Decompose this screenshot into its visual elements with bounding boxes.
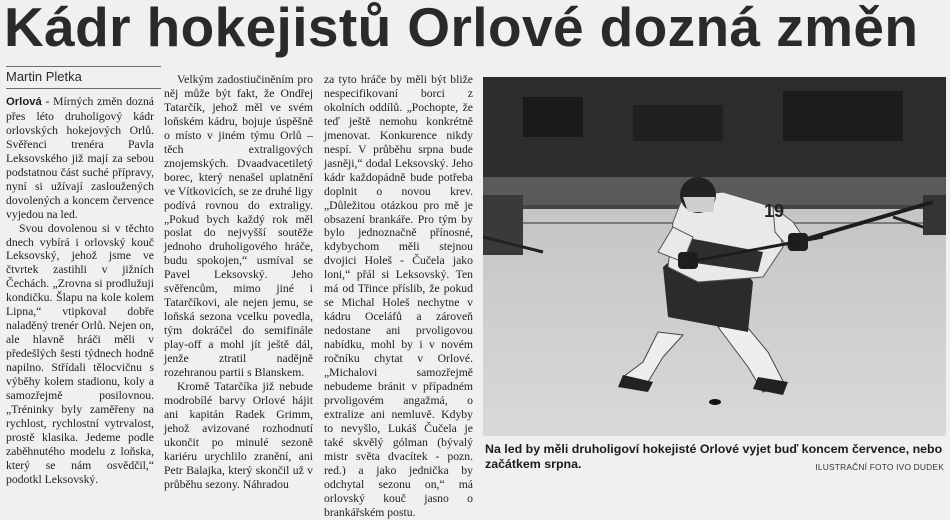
jersey-number: 19 [764,201,785,221]
article-column-2 [164,73,313,492]
photo-credit: ILUSTRAČNÍ FOTO IVO DUDEK [815,462,944,472]
paragraph: Svou dovolenou si v těchto dnech vybírá i orlovský kouč Leksovský, jehož jsme ve čtvrtek zastihli v jižních Čechách. „Zrovna si prodlužuji kondičku. Šlapu na kole kolem Lipna,“ vtipkoval dobře naladěný trenér Orlů. Nejen on, ale hlavně hráči měli v předešlých šesti týdnech hodně napilno. Střídali tělocvičnu s výběhy kolem stadionu, koly a samozřejmě posilovnou. „Tréninky byly zaměřeny na rychlost, rychlostní vytrvalost, prostě klasika. Jedeme podle zaběhnutého modelu z loňska, který se nám osvědčil,“ podotkl Leksovský. [6,221,154,486]
byline-rule-top [6,66,161,67]
paragraph: Velkým zadostiučiněním pro něj může být fakt, že Ondřej Tatarčík, jehož měl ve svém loňském kádru, bojuje úspěšně o místo v jiném týmu Orlů – těch extraligových znojemských. Dvaadvacetiletý borec, který nenašel uplatnění ve Vítkovicích, se ze druhé ligy podívá rovnou do extraligy. „Pokud bych každý rok měl poslat do nejvyšší soutěže jednoho druholigového hráče, budu spokojen,“ usmíval se Pavel Leksovský. Jeho svěřencům, mimo jiné i Tatarčíkovi, ale nejen jemu, se loňská sezona vcelku povedla, tým dokráčel do semifinále play-off a mohl jít ještě dál, jenže ztratil nadějně rozehranou partii s Blanskem. [164,73,313,380]
hockey-photo [483,77,946,436]
paragraph: Kromě Tatarčíka již nebude modrobílé barvy Orlové hájit ani kapitán Radek Grimm, jehož avizované rozhodnutí ukončit po minulé sezoně kariéru urychlilo zranění, ani Petr Balajka, který skončil už v průběhu sezony. Náhradou [164,379,313,491]
headline: Kádr hokejistů Orlové dozná změn [4,0,919,58]
paragraph-text: - Mírných změn dozná přes léto druholigový kádr orlovských hokejových Orlů. Svěřenci trenéra Pavla Leksovského již mají za sebou podstatnou část suché přípravy, nyní si užívají zasloužených dovolených a koncem července vyjedou na led. [6,95,154,221]
paragraph: za tyto hráče by měli být bliže nespecifikovaní borci z okolních oddílů. „Pochopte, že teď ještě nemohu konkrétně jmenovat. Konkurence nikdy nespí. V průběhu srpna bude jasněji,“ dodal Leksovský. Jeho kádr každopádně bude potřeba doplnit o novou krev. „Důležitou otázkou pro mě je obsazení brankáře. Pro tým by bylo jednoznačně přínosné, kdybychom měli stejnou dvojici Holeš - Čučela jako loni,“ přál si Leksovský. Ten má od Třince příslib, že pokud se Michal Holeš nechytne v kádru Oceláfů a zároveň nedostane ani prvoligovou nabídku, mohl by i v novém ročníku chytat v Orlové. „Michalovi samozřejmě nebudeme bránit v případném prvoligovém angažmá, o extralize ani nemluvě. Kdyby to nevyšlo, Lukáš Čučela je také skvělý gólman (bývalý mistr světa dvacítek - pozn. red.) a jako jednička by odchytal sezonu on,“ má orlovský kouč jasno o brankářském postu. [324,73,473,519]
hockey-player-illustration [483,77,946,436]
article-column-1 [6,95,154,487]
article-column-3 [324,73,473,520]
byline-rule-bottom [6,88,161,89]
puck [709,399,721,405]
lead-paragraph [6,95,154,222]
dateline: Orlová [6,96,42,108]
byline: Martin Pletka [6,69,82,84]
photo-caption: Na led by měli druholigoví hokejisté Orlové vyjet buď koncem července, nebo začátkem srpna. [485,442,943,471]
